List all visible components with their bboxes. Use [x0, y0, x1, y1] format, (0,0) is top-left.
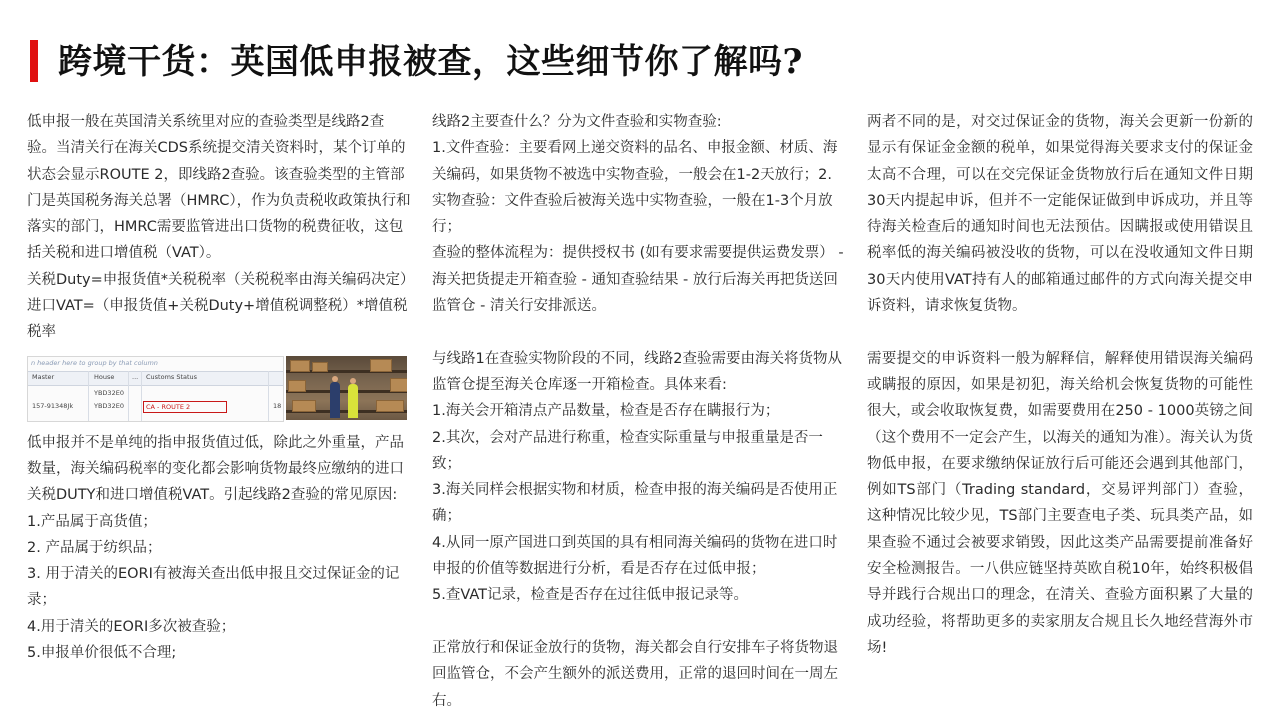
paragraph: 两者不同的是，对交过保证金的货物，海关会更新一份新的显示有保证金金额的税单，如果觉得海关要求支付的保证金太高不合理，可以在交完保证金货物放行后在通知文件日期30天内提起申诉，但并不一定能保证做到申诉成功，并且等待海关检查后的通知时间也无法预估。因瞒报或使用错误且税率低的海关编码被没收的货物，可以在没收通知文件日期30天内使用VAT持有人的邮箱通过邮件的方式向海关提交申诉资料，请求恢复货物。 [867, 114, 1253, 315]
vat-formula: 进口VAT=（申报货值+关税Duty+增值税调整税）*增值税税率 [27, 298, 408, 341]
cell-house: YBD32E0 [94, 401, 124, 410]
list-item: 4.用于清关的EORI多次被查验； [27, 618, 236, 635]
paragraph: 1.文件查验：主要看网上递交资料的品名、申报金额、材质、海关编码，如果货物不被选中实物查验，一般会在1-2天放行；2.实物查验：文件查验后被海关选中实物查验，一般在1-3个月放行； [432, 140, 838, 236]
column-1 [27, 109, 415, 666]
list-item: 1.海关会开箱清点产品数量，检查是否存在瞒报行为； [432, 403, 780, 420]
header-master: Master [32, 372, 55, 381]
column-divider [141, 371, 142, 421]
header-house: House [94, 372, 115, 381]
column-divider [268, 371, 269, 421]
list-item: 2.其次，会对产品进行称重，检查实际重量与申报重量是否一致； [432, 429, 823, 472]
list-item: 2. 产品属于纺织品； [27, 539, 162, 556]
paragraph: 线路2主要查什么？分为文件查验和实物查验: [432, 114, 722, 130]
list-item: 4.从同一原产国进口到英国的具有相同海关编码的货物在进口时申报的价值等数据进行分析，看是否存在过低申报； [432, 534, 838, 578]
list-item: 1.产品属于高货值； [27, 513, 157, 530]
paragraph-gap [432, 319, 846, 345]
column-2 [432, 109, 846, 714]
group-hint: n header here to group by that column [31, 358, 158, 367]
paragraph: 低申报一般在英国清关系统里对应的查验类型是线路2查验。当清关行在海关CDS系统提交清关资料时，某个订单的状态会显示ROUTE 2，即线路2查验。该查验类型的主管部门是英国税务海关总署（HMRC），作为负责税收政策执行和落实的部门，HMRC需要监管进出口货物的税费征收，这包括关税和进口增值税（VAT）。 [27, 114, 411, 262]
cell-tail: 18 [273, 401, 282, 410]
list-item: 5.查VAT记录，检查是否存在过往低申报记录等。 [432, 587, 748, 604]
header-customs-status: Customs Status [146, 372, 198, 381]
header-ellipsis: ... [132, 372, 139, 381]
paragraph: 查验的整体流程为：提供授权书 (如有要求需要提供运费发票） - 海关把货提走开箱查验 - 通知查验结果 - 放行后海关再把货送回监管仓 - 清关行安排派送。 [432, 245, 844, 315]
paragraph: 需要提交的申诉资料一般为解释信，解释使用错误海关编码或瞒报的原因，如果是初犯，海关给机会恢复货物的可能性很大，或会收取恢复费，如需要费用在250 - 1000英镑之间（这个费用不一定会产生，以海关的通知为准）。海关认为货物低申报，在要求缴纳保证放行后可能还会遇到其他部门，例如TS部门（Trading standard，交易评判部门）查验，这种情况比较少见，TS部门主要查电子类、玩具类产品，如果查验不通过会被要求销毁，因此这类产品需要提前准备好安全检测报告。一八供应链坚持英欧自税10年，始终积极倡导并践行合规出口的理念，在清关、查验方面积累了大量的成功经验，将帮助更多的卖家朋友合规且长久地经营海外市场! [867, 350, 1253, 656]
list-item: 3.海关同样会根据实物和材质，检查申报的海关编码是否使用正确； [432, 482, 838, 525]
column-3 [867, 109, 1253, 661]
cell-master: 157-91348Jk [32, 401, 74, 410]
column-divider [128, 371, 129, 421]
cell-house: YBD32E0 [94, 388, 124, 397]
warehouse-photo [286, 356, 407, 420]
duty-formula: 关税Duty=申报货值*关税税率（关税税率由海关编码决定） [27, 271, 415, 288]
column-divider [88, 371, 89, 421]
paragraph-gap [867, 319, 1253, 345]
customs-status-screenshot [27, 356, 284, 422]
route-2-status: CA - ROUTE 2 [143, 401, 227, 413]
page-title: 跨境干货：英国低申报被查，这些细节你了解吗? [58, 42, 803, 82]
paragraph-gap [432, 609, 846, 635]
paragraph: 正常放行和保证金放行的货物，海关都会自行安排车子将货物退回监管仓，不会产生额外的派送费用，正常的退回时间在一周左右。 [432, 639, 838, 709]
list-item: 3. 用于清关的EORI有被海关查出低申报且交过保证金的记录； [27, 566, 400, 609]
paragraph: 与线路1在查验实物阶段的不同，线路2查验需要由海关将货物从监管仓提至海关仓库逐一开箱检查。具体来看: [432, 350, 842, 393]
title-accent-bar [30, 40, 38, 82]
paragraph: 低申报并不是单纯的指申报货值过低，除此之外重量，产品数量，海关编码税率的变化都会影响货物最终应缴纳的进口关税DUTY和进口增值税VAT。引起线路2查验的常见原因: [27, 434, 404, 504]
list-item: 5.申报单价很低不合理; [27, 645, 177, 662]
image-row [27, 356, 407, 422]
